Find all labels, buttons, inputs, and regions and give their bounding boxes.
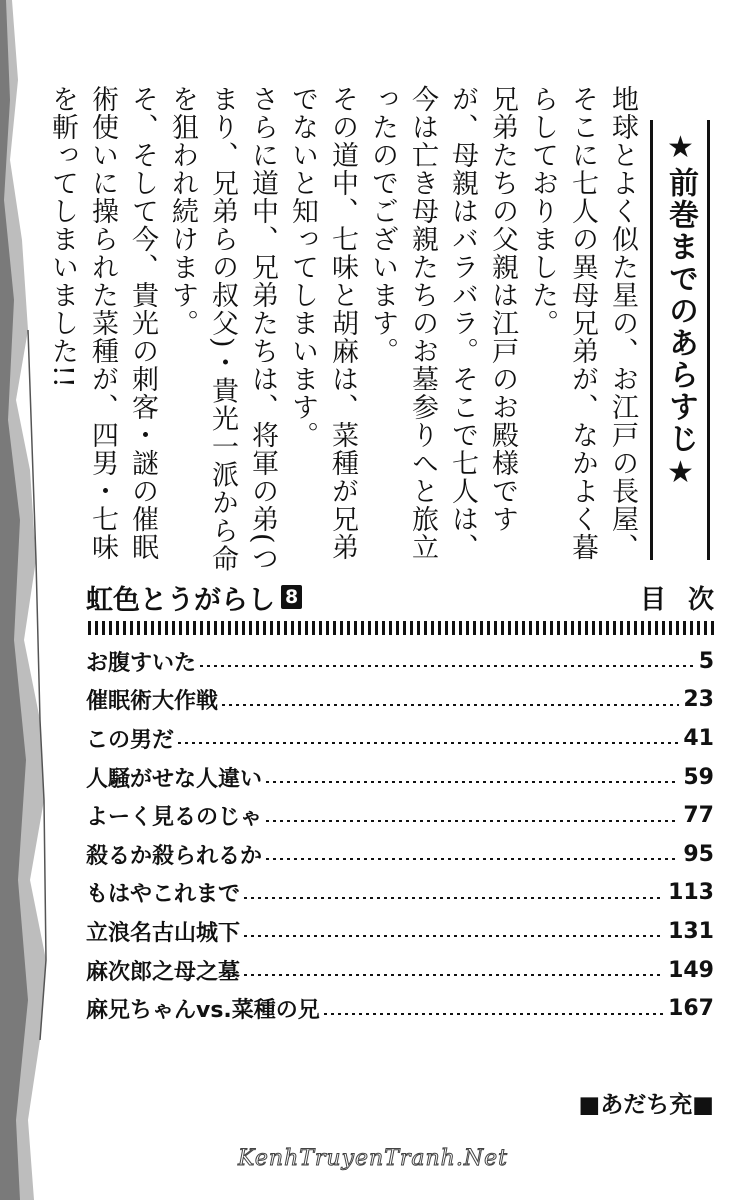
leader-dots <box>244 974 664 976</box>
leader-dots <box>266 820 679 822</box>
toc-entry[interactable] <box>86 796 714 835</box>
toc-entry[interactable] <box>86 835 714 874</box>
leader-dots <box>244 897 664 899</box>
toc-entry-page: 59 <box>683 764 714 790</box>
toc-entry-title: もはやこれまで <box>86 882 241 908</box>
toc-entry-page: 131 <box>668 918 714 944</box>
leader-dots <box>222 704 679 706</box>
synopsis-heading: ★前巻までのあらすじ★ <box>663 130 698 492</box>
leader-dots <box>178 742 679 744</box>
leader-dots <box>200 665 695 667</box>
toc-entry[interactable] <box>86 758 714 797</box>
toc-title-row <box>86 577 736 617</box>
toc-entry-page: 23 <box>683 687 714 713</box>
toc-entry-page: 5 <box>698 648 714 674</box>
toc-entry-page: 167 <box>668 996 714 1022</box>
toc-entry-title: 立浪名古山城下 <box>86 920 241 946</box>
author-credit: ■あだち充■ <box>578 1092 714 1118</box>
book-title <box>86 578 302 617</box>
toc-entry-page: 95 <box>683 841 714 867</box>
toc-entry[interactable] <box>86 912 714 951</box>
toc-entry-title: この男だ <box>86 727 175 753</box>
toc-label: 目次 <box>639 584 736 615</box>
synopsis-line: 地球とよく似た星の、お江戸の長屋、そこに七人の異母兄弟が、なかよく暮らしておりました。 <box>527 85 638 561</box>
toc-entry[interactable] <box>86 719 714 758</box>
leader-dots <box>244 935 664 937</box>
book-title-text: 虹色とうがらし <box>86 584 275 616</box>
toc-entry-title: 麻兄ちゃんvs.菜種の兄 <box>86 998 320 1024</box>
toc-entry-page: 113 <box>668 880 714 906</box>
toc-entry[interactable] <box>86 951 714 990</box>
toc-entry-title: 殺るか殺られるか <box>86 843 263 869</box>
toc-entry-title: よーく見るのじゃ <box>86 805 263 831</box>
volume-badge: 8 <box>281 585 302 609</box>
hatch-divider <box>88 621 714 635</box>
synopsis-line: そ、そして今、貴光の刺客・謎の催眠術使いに操られた菜種が、四男・七味を斬ってしまいました!! <box>47 85 158 561</box>
toc-entry-page: 149 <box>668 957 714 983</box>
toc-entry-title: お腹すいた <box>86 650 197 676</box>
leader-dots <box>266 781 679 783</box>
toc-entry-page: 77 <box>683 803 714 829</box>
site-watermark: KenhTruyenTranh.Net <box>238 1146 508 1171</box>
synopsis-line: さらに道中、兄弟たちは、将軍の弟(つまり、兄弟らの叔父)・貴光一派から命を狙われ続けます。 <box>167 85 278 573</box>
toc-entry-page: 41 <box>683 725 714 751</box>
toc-entry[interactable] <box>86 989 714 1028</box>
synopsis-text <box>47 85 642 575</box>
toc-entry[interactable] <box>86 681 714 720</box>
toc-entry[interactable] <box>86 642 714 681</box>
synopsis-heading-box <box>650 120 710 560</box>
toc-entry-title: 人騒がせな人違い <box>86 766 263 792</box>
leader-dots <box>266 858 679 860</box>
synopsis-line: 兄弟たちの父親は江戸のお殿様ですが、母親はバラバラ。そこで七人は、今は亡き母親たちのお墓参りへと旅立ったのでございます。 <box>367 85 518 561</box>
leader-dots <box>324 1013 664 1015</box>
toc-entry-title: 麻次郎之母之墓 <box>86 959 241 985</box>
synopsis-line: その道中、七味と胡麻は、菜種が兄弟でないと知ってしまいます。 <box>287 85 358 561</box>
toc-entry-title: 催眠術大作戦 <box>86 689 219 715</box>
table-of-contents <box>86 642 714 1028</box>
toc-entry[interactable] <box>86 874 714 913</box>
